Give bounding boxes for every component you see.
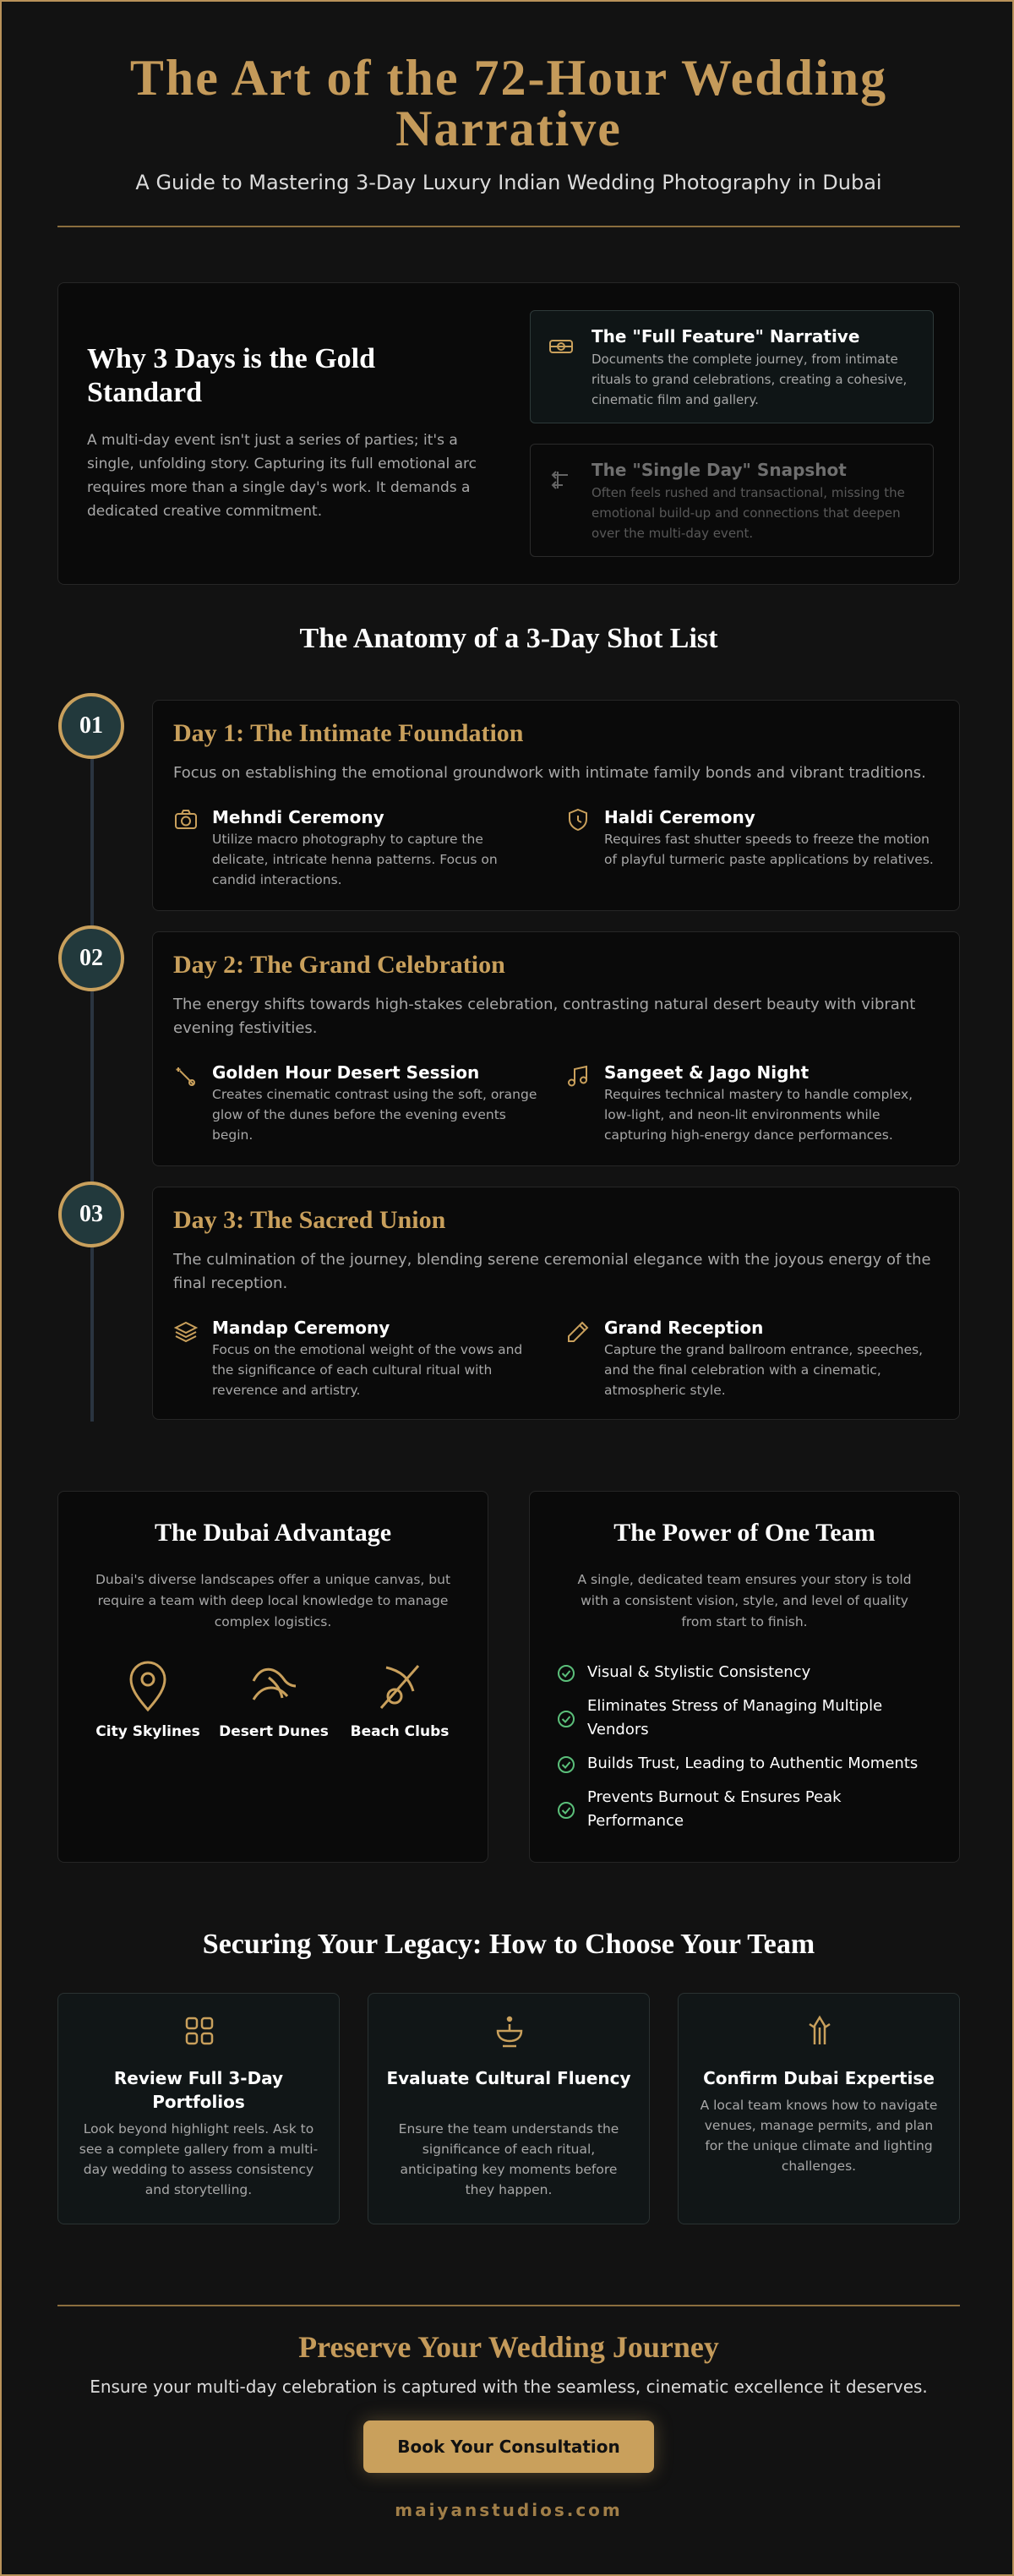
day-badge: 03 xyxy=(58,1182,124,1247)
beach-icon xyxy=(376,1661,423,1713)
website-link[interactable]: maiyanstudios.com xyxy=(395,2500,623,2520)
anatomy-title: The Anatomy of a 3-Day Shot List xyxy=(299,623,718,654)
dubai-title: The Dubai Advantage xyxy=(154,1519,392,1547)
arrows-icon xyxy=(548,467,575,494)
day-card-2 xyxy=(152,931,960,1166)
event-text: Requires fast shutter speeds to freeze the motion of playful turmeric paste applications by relatives. xyxy=(604,832,934,867)
timeline-line xyxy=(90,729,94,1422)
ritual-bowl-icon xyxy=(493,2014,526,2048)
event-title: Sangeet & Jago Night xyxy=(604,1062,810,1083)
check-circle-icon xyxy=(557,1801,575,1820)
step-text: A local team knows how to navigate venues, manage permits, and plan for the unique climate and lighting challenges. xyxy=(700,2098,938,2174)
event-title: Mandap Ceremony xyxy=(212,1318,390,1338)
check-circle-icon xyxy=(557,1755,575,1774)
why-text: A multi-day event isn't just a series of parties; it's a single, unfolding story. Capturing its full emotional arc requires more than a single day's work. It demands a dedicated creative commitment. xyxy=(87,432,477,520)
skyline-icon xyxy=(803,2014,837,2048)
day-description: Focus on establishing the emotional groundwork with intimate family bonds and vibrant traditions. xyxy=(173,764,926,782)
event-text: Utilize macro photography to capture the delicate, intricate henna patterns. Focus on candid interactions. xyxy=(212,832,498,887)
day-card-3 xyxy=(152,1187,960,1420)
location-label: Desert Dunes xyxy=(219,1723,329,1740)
book-consultation-button[interactable]: Book Your Consultation xyxy=(363,2420,654,2473)
film-reel-icon xyxy=(548,333,575,360)
step-title: Evaluate Cultural Fluency xyxy=(386,2068,631,2088)
day-badge: 02 xyxy=(58,925,124,991)
event-text: Focus on the emotional weight of the vows and the significance of each cultural ritual with reverence and artistry. xyxy=(212,1342,523,1398)
choose-title: Securing Your Legacy: How to Choose Your Team xyxy=(202,1929,815,1960)
step-text: Ensure the team understands the significance of each ritual, anticipating key moments before they happen. xyxy=(398,2121,619,2197)
step-card-cultural xyxy=(368,1993,650,2224)
check-circle-icon xyxy=(557,1664,575,1683)
benefit-item: Visual & Stylistic Consistency xyxy=(587,1663,811,1681)
day-title: Day 2: The Grand Celebration xyxy=(173,951,505,979)
day-description: The energy shifts towards high-stakes celebration, contrasting natural desert beauty with vibrant evening festivities. xyxy=(173,996,916,1037)
day-title: Day 3: The Sacred Union xyxy=(173,1206,446,1234)
sun-wand-icon xyxy=(173,1064,199,1089)
event-text: Creates cinematic contrast using the soft, orange glow of the dunes before the evening events begin. xyxy=(212,1087,537,1143)
pencil-icon xyxy=(565,1319,591,1345)
step-title: Confirm Dubai Expertise xyxy=(703,2068,935,2088)
why-section xyxy=(57,282,960,585)
event-title: Mehndi Ceremony xyxy=(212,807,384,827)
event-title: Golden Hour Desert Session xyxy=(212,1062,480,1083)
event-title: Grand Reception xyxy=(604,1318,764,1338)
step-text: Look beyond highlight reels. Ask to see a complete gallery from a multi-day wedding to assess consistency and storytelling. xyxy=(79,2121,319,2197)
shield-icon xyxy=(565,807,591,832)
benefit-item: Builds Trust, Leading to Authentic Moments xyxy=(587,1755,919,1772)
benefit-item: Eliminates Stress of Managing Multiple Vendors xyxy=(587,1697,883,1738)
music-icon xyxy=(565,1064,591,1089)
step-title: Review Full 3-Day Portfolios xyxy=(113,2068,284,2112)
check-circle-icon xyxy=(557,1710,575,1728)
event-title: Haldi Ceremony xyxy=(604,807,755,827)
layers-icon xyxy=(173,1319,199,1345)
camera-icon xyxy=(173,807,199,832)
location-label: Beach Clubs xyxy=(350,1723,450,1740)
dubai-text: Dubai's diverse landscapes offer a unique canvas, but require a team with deep local knowledge to manage complex logistics. xyxy=(95,1572,451,1629)
dunes-icon xyxy=(250,1661,297,1713)
option-text: Documents the complete journey, from intimate rituals to grand celebrations, creating a cohesive, cinematic film and gallery. xyxy=(592,352,908,407)
header-divider xyxy=(57,226,960,227)
option-full-feature xyxy=(530,310,934,423)
why-title: Why 3 Days is the Gold Standard xyxy=(87,343,375,408)
step-card-dubai xyxy=(678,1993,960,2224)
team-text: A single, dedicated team ensures your story is told with a consistent vision, style, and level of quality from start to finish. xyxy=(577,1572,912,1629)
option-title: The "Single Day" Snapshot xyxy=(592,460,847,480)
team-section xyxy=(529,1491,960,1863)
footer-divider xyxy=(57,2305,960,2306)
map-pin-icon xyxy=(124,1661,172,1713)
team-title: The Power of One Team xyxy=(613,1519,875,1547)
footer-title: Preserve Your Wedding Journey xyxy=(298,2330,719,2364)
event-text: Requires technical mastery to handle complex, low-light, and neon-lit environments while capturing high-energy dance performances. xyxy=(604,1087,913,1143)
page-subtitle: A Guide to Mastering 3-Day Luxury Indian Wedding Photography in Dubai xyxy=(135,171,882,194)
option-title: The "Full Feature" Narrative xyxy=(592,326,860,347)
event-text: Capture the grand ballroom entrance, speeches, and the final celebration with a cinematic, atmospheric style. xyxy=(604,1342,924,1398)
day-card-1 xyxy=(152,700,960,911)
day-badge: 01 xyxy=(58,693,124,759)
day-title: Day 1: The Intimate Foundation xyxy=(173,719,524,747)
day-description: The culmination of the journey, blending serene ceremonial elegance with the joyous energy of the final reception. xyxy=(173,1251,931,1292)
location-label: City Skylines xyxy=(95,1723,200,1740)
page-title: The Art of the 72-Hour Wedding Narrative xyxy=(129,50,888,156)
option-single-day xyxy=(530,444,934,557)
footer-text: Ensure your multi-day celebration is captured with the seamless, cinematic excellence it deserves. xyxy=(90,2377,928,2397)
step-card-portfolios xyxy=(57,1993,340,2224)
grid-icon xyxy=(183,2014,216,2048)
benefit-item: Prevents Burnout & Ensures Peak Performance xyxy=(587,1788,842,1830)
option-text: Often feels rushed and transactional, missing the emotional build-up and connections that deepen over the multi-day event. xyxy=(592,485,905,541)
dubai-section xyxy=(57,1491,488,1863)
